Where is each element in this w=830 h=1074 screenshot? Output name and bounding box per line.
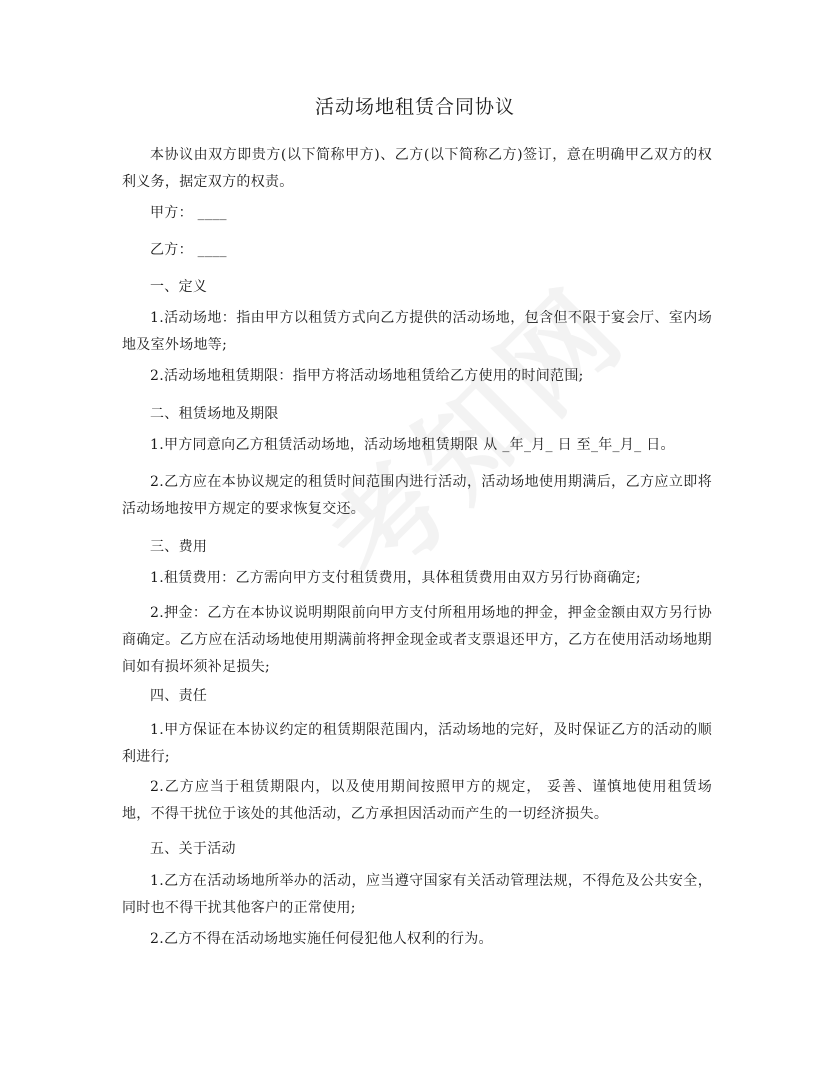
section-5-heading: 五、关于活动 xyxy=(150,841,236,857)
section-1-paragraph-2: 2.活动场地租赁期限：指甲方将活动场地租赁给乙方使用的时间范围; xyxy=(150,368,584,384)
section-4-heading: 四、责任 xyxy=(150,688,208,704)
section-1-paragraph-1: 1.活动场地：指由甲方以租赁方式向乙方提供的活动场地，包含但不限于宴会厅、室内场地及室外场地等; xyxy=(122,310,712,353)
watermark xyxy=(289,246,655,612)
intro-paragraph: 本协议由双方即贵方(以下简称甲方)、乙方(以下简称乙方)签订，意在明确甲乙双方的权利义务，据定双方的权责。 xyxy=(122,147,712,190)
document-title: 活动场地租赁合同协议 xyxy=(314,96,515,118)
section-5-paragraph-1: 1.乙方在活动场地所举办的活动，应当遵守国家有关活动管理法规，不得危及公共安全，同时也不得干扰其他客户的正常使用; xyxy=(122,873,712,916)
party-b-line: 乙方： ____ xyxy=(150,242,227,258)
section-1-heading: 一、定义 xyxy=(150,279,208,295)
section-2-paragraph-2: 2.乙方应在本协议规定的租赁时间范围内进行活动，活动场地使用期满后，乙方应立即将活动场地按甲方规定的要求恢复交还。 xyxy=(122,474,712,517)
section-4-paragraph-2: 2.乙方应当于租赁期限内，以及使用期间按照甲方的规定， 妥善、谨慎地使用租赁场地，不得干扰位于该处的其他活动，乙方承担因活动而产生的一切经济损失。 xyxy=(122,779,712,822)
section-3-paragraph-1: 1.租赁费用：乙方需向甲方支付租赁费用，具体租赁费用由双方另行协商确定; xyxy=(150,570,641,586)
section-3-heading: 三、费用 xyxy=(150,539,208,555)
section-3-paragraph-2: 2.押金：乙方在本协议说明期限前向甲方支付所租用场地的押金，押金金额由双方另行协商确定。乙方应在活动场地使用期满前将押金现金或者支票退还甲方，乙方在使用活动场地期间如有损坏须补足损失; xyxy=(122,605,712,675)
section-2-heading: 二、租赁场地及期限 xyxy=(150,406,279,422)
section-2-paragraph-1: 1.甲方同意向乙方租赁活动场地，活动场地租赁期限 从 _年_月_ 日 至_年_月_ 日。 xyxy=(150,437,675,453)
section-4-paragraph-1: 1.甲方保证在本协议约定的租赁期限范围内，活动场地的完好，及时保证乙方的活动的顺利进行; xyxy=(122,722,712,765)
section-5-paragraph-2: 2.乙方不得在活动场地实施任何侵犯他人权利的行为。 xyxy=(150,931,493,947)
party-a-line: 甲方： ____ xyxy=(150,205,227,221)
